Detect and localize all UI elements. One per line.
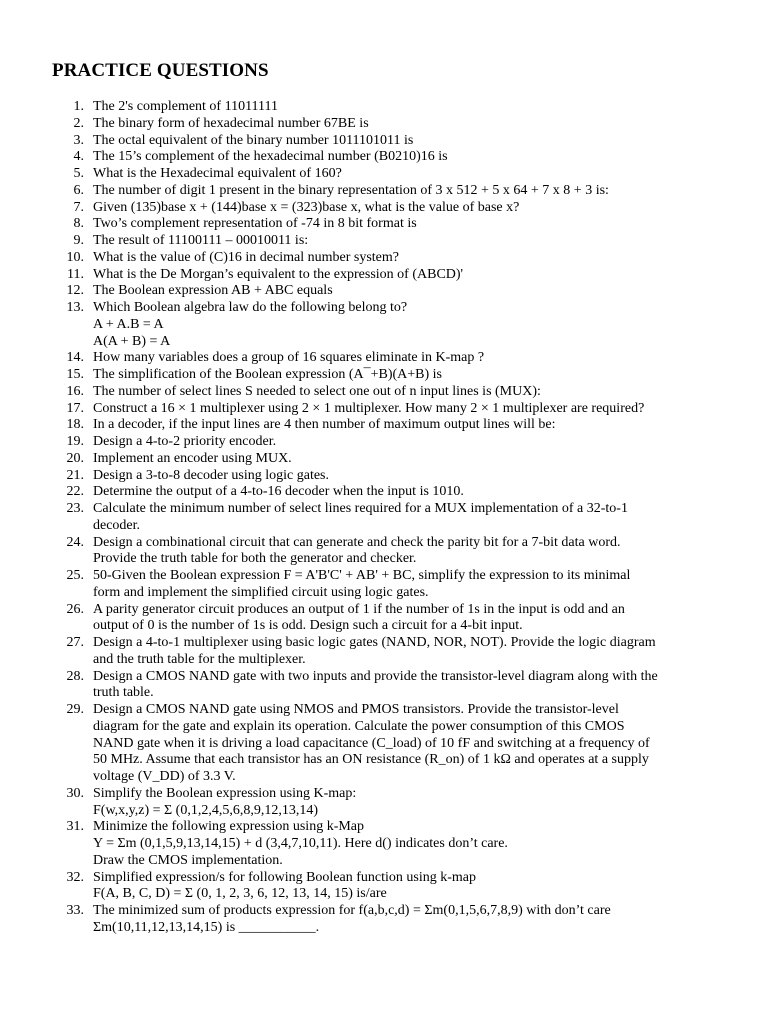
question-item <box>52 434 732 451</box>
question-number: 13. <box>66 300 84 315</box>
question-item <box>52 350 732 367</box>
question-number: 3. <box>73 132 84 148</box>
question-item <box>52 501 732 535</box>
question-text-line: The simplification of the Boolean expression (A¯+B)(A+B) is <box>93 367 443 382</box>
question-item <box>52 116 732 133</box>
question-item <box>52 250 732 267</box>
question-text-line: Simplified expression/s for following Boolean function using k-map <box>93 869 477 885</box>
question-item <box>52 99 732 116</box>
question-item <box>52 635 732 669</box>
question-text-line: Y = Σm (0,1,5,9,13,14,15) + d (3,4,7,10,11). Here d() indicates don’t care. <box>93 836 508 851</box>
question-text-line: Design a combinational circuit that can generate and check the parity bit for a 7-bit data word. <box>93 534 621 550</box>
question-text-line: Design a CMOS NAND gate with two inputs and provide the transistor-level diagram along with the <box>93 668 658 684</box>
question-number: 22. <box>66 484 84 500</box>
question-text-line: The octal equivalent of the binary number 1011101011 is <box>93 132 414 148</box>
question-item <box>52 870 732 904</box>
question-text-line: and the truth table for the multiplexer. <box>93 651 306 667</box>
question-text-line: voltage (V_DD) of 3.3 V. <box>93 769 236 784</box>
question-number: 18. <box>66 417 84 433</box>
question-text-line: form and implement the simplified circuit using logic gates. <box>93 584 429 600</box>
question-text-line: The Boolean expression AB + ABC equals <box>93 283 333 299</box>
question-text-line: Provide the truth table for both the generator and checker. <box>93 551 417 567</box>
question-text-line: Σm(10,11,12,13,14,15) is ___________. <box>93 919 320 935</box>
question-number: 19. <box>66 434 84 449</box>
question-number: 24. <box>66 534 84 550</box>
question-text-line: Two’s complement representation of -74 in 8 bit format is <box>93 216 417 232</box>
question-item <box>52 216 732 233</box>
question-text-line: Simplify the Boolean expression using K-map: <box>93 785 357 801</box>
question-number: 4. <box>73 149 84 165</box>
question-item <box>52 468 732 485</box>
question-item <box>52 166 732 183</box>
question-text-line: Design a 3-to-8 decoder using logic gates. <box>93 467 329 483</box>
question-number: 14. <box>66 350 84 366</box>
question-number: 27. <box>66 635 84 650</box>
question-item <box>52 384 732 401</box>
question-text-line: Minimize the following expression using k-Map <box>93 819 365 835</box>
question-item <box>52 484 732 501</box>
question-number: 16. <box>66 383 84 399</box>
question-text-line: Calculate the minimum number of select lines required for a MUX implementation of a 32-to-1 <box>93 501 628 516</box>
question-text-line: Design a CMOS NAND gate using NMOS and PMOS transistors. Provide the transistor-level <box>93 702 619 717</box>
question-number: 7. <box>73 199 84 215</box>
question-number: 8. <box>73 216 84 232</box>
question-text-line: The minimized sum of products expression for f(a,b,c,d) = Σm(0,1,5,6,7,8,9) with don’t care <box>93 903 611 918</box>
question-text-line: How many variables does a group of 16 squares eliminate in K-map ? <box>93 350 485 366</box>
question-text-line: 50 MHz. Assume that each transistor has an ON resistance (R_on) of 1 kΩ and operates at a supply <box>93 752 649 768</box>
question-number: 21. <box>66 467 84 483</box>
question-text-line: Implement an encoder using MUX. <box>93 450 292 466</box>
question-text-line: A(A + B) = A <box>93 333 171 349</box>
question-item <box>52 133 732 150</box>
question-text-line: The result of 11100111 – 00010011 is: <box>93 233 309 248</box>
question-text-line: F(A, B, C, D) = Σ (0, 1, 2, 3, 6, 12, 13, 14, 15) is/are <box>93 886 387 902</box>
question-item <box>52 183 732 200</box>
question-number: 2. <box>73 115 84 131</box>
question-number: 25. <box>66 568 84 583</box>
question-item <box>52 786 732 820</box>
question-item <box>52 702 732 786</box>
question-item <box>52 903 732 937</box>
question-number: 11. <box>67 266 84 282</box>
question-item <box>52 367 732 384</box>
question-item <box>52 401 732 418</box>
question-number: 15. <box>66 367 84 382</box>
question-number: 20. <box>66 450 84 466</box>
question-number: 32. <box>66 869 84 885</box>
question-item <box>52 233 732 250</box>
question-number: 5. <box>73 166 84 181</box>
question-text-line: What is the Hexadecimal equivalent of 160? <box>93 166 342 181</box>
question-text-line: Given (135)base x + (144)base x = (323)base x, what is the value of base x? <box>93 199 520 215</box>
question-text-line: In a decoder, if the input lines are 4 then number of maximum output lines will be: <box>93 417 556 433</box>
question-item <box>52 568 732 602</box>
question-text-line: Which Boolean algebra law do the following belong to? <box>93 300 408 315</box>
question-number: 26. <box>66 601 84 617</box>
question-text-line: What is the De Morgan’s equivalent to the expression of (ABCD)' <box>93 266 464 282</box>
question-list <box>52 99 732 937</box>
question-number: 33. <box>66 903 84 918</box>
question-text-line: The 2's complement of 11011111 <box>93 99 279 114</box>
question-number: 1. <box>73 99 84 114</box>
question-text-line: F(w,x,y,z) = Σ (0,1,2,4,5,6,8,9,12,13,14) <box>93 802 318 818</box>
question-item <box>52 283 732 300</box>
question-text-line: A parity generator circuit produces an output of 1 if the number of 1s in the input is odd and an <box>93 601 625 617</box>
question-text-line: The number of select lines S needed to select one out of n input lines is (MUX): <box>93 383 541 399</box>
question-text-line: decoder. <box>93 517 141 533</box>
question-item <box>52 417 732 434</box>
question-text-line: Draw the CMOS implementation. <box>93 852 283 868</box>
question-text-line: 50-Given the Boolean expression F = A'B'C' + AB' + BC, simplify the expression to its minimal <box>93 568 631 583</box>
question-number: 30. <box>66 785 84 801</box>
question-text-line: What is the value of (C)16 in decimal number system? <box>93 249 399 265</box>
question-item <box>52 819 732 869</box>
question-item <box>52 300 732 350</box>
question-text-line: NAND gate when it is driving a load capacitance (C_load) of 10 fF and switching at a frequency of <box>93 735 650 751</box>
question-number: 29. <box>66 702 84 717</box>
question-number: 12. <box>66 283 84 299</box>
question-number: 6. <box>73 182 84 198</box>
question-number: 28. <box>66 668 84 684</box>
question-text-line: A + A.B = A <box>93 316 164 332</box>
question-number: 23. <box>66 501 84 516</box>
page-title: PRACTICE QUESTIONS <box>52 60 269 81</box>
question-item <box>52 200 732 217</box>
question-text-line: Design a 4-to-2 priority encoder. <box>93 434 277 449</box>
question-number: 10. <box>66 249 84 265</box>
question-item <box>52 267 732 284</box>
question-text-line: Construct a 16 × 1 multiplexer using 2 × 1 multiplexer. How many 2 × 1 multiplexer are required? <box>93 400 645 416</box>
question-item <box>52 149 732 166</box>
question-item <box>52 535 732 569</box>
question-text-line: truth table. <box>93 685 154 701</box>
question-number: 9. <box>73 233 84 248</box>
question-text-line: output of 0 is the number of 1s is odd. Design such a circuit for a 4-bit input. <box>93 618 523 634</box>
question-text-line: The 15’s complement of the hexadecimal number (B0210)16 is <box>93 149 448 165</box>
question-number: 17. <box>66 400 84 416</box>
question-text-line: Design a 4-to-1 multiplexer using basic logic gates (NAND, NOR, NOT). Provide the logic diagram <box>93 635 656 650</box>
question-item <box>52 602 732 636</box>
question-text-line: Determine the output of a 4-to-16 decoder when the input is 1010. <box>93 484 464 500</box>
question-number: 31. <box>66 819 84 835</box>
question-text-line: The number of digit 1 present in the binary representation of 3 x 512 + 5 x 64 + 7 x 8 + 3 is: <box>93 182 609 198</box>
question-text-line: The binary form of hexadecimal number 67BE is <box>93 115 369 131</box>
question-text-line: diagram for the gate and explain its operation. Calculate the power consumption of this CMOS <box>93 718 625 734</box>
question-item <box>52 669 732 703</box>
question-item <box>52 451 732 468</box>
